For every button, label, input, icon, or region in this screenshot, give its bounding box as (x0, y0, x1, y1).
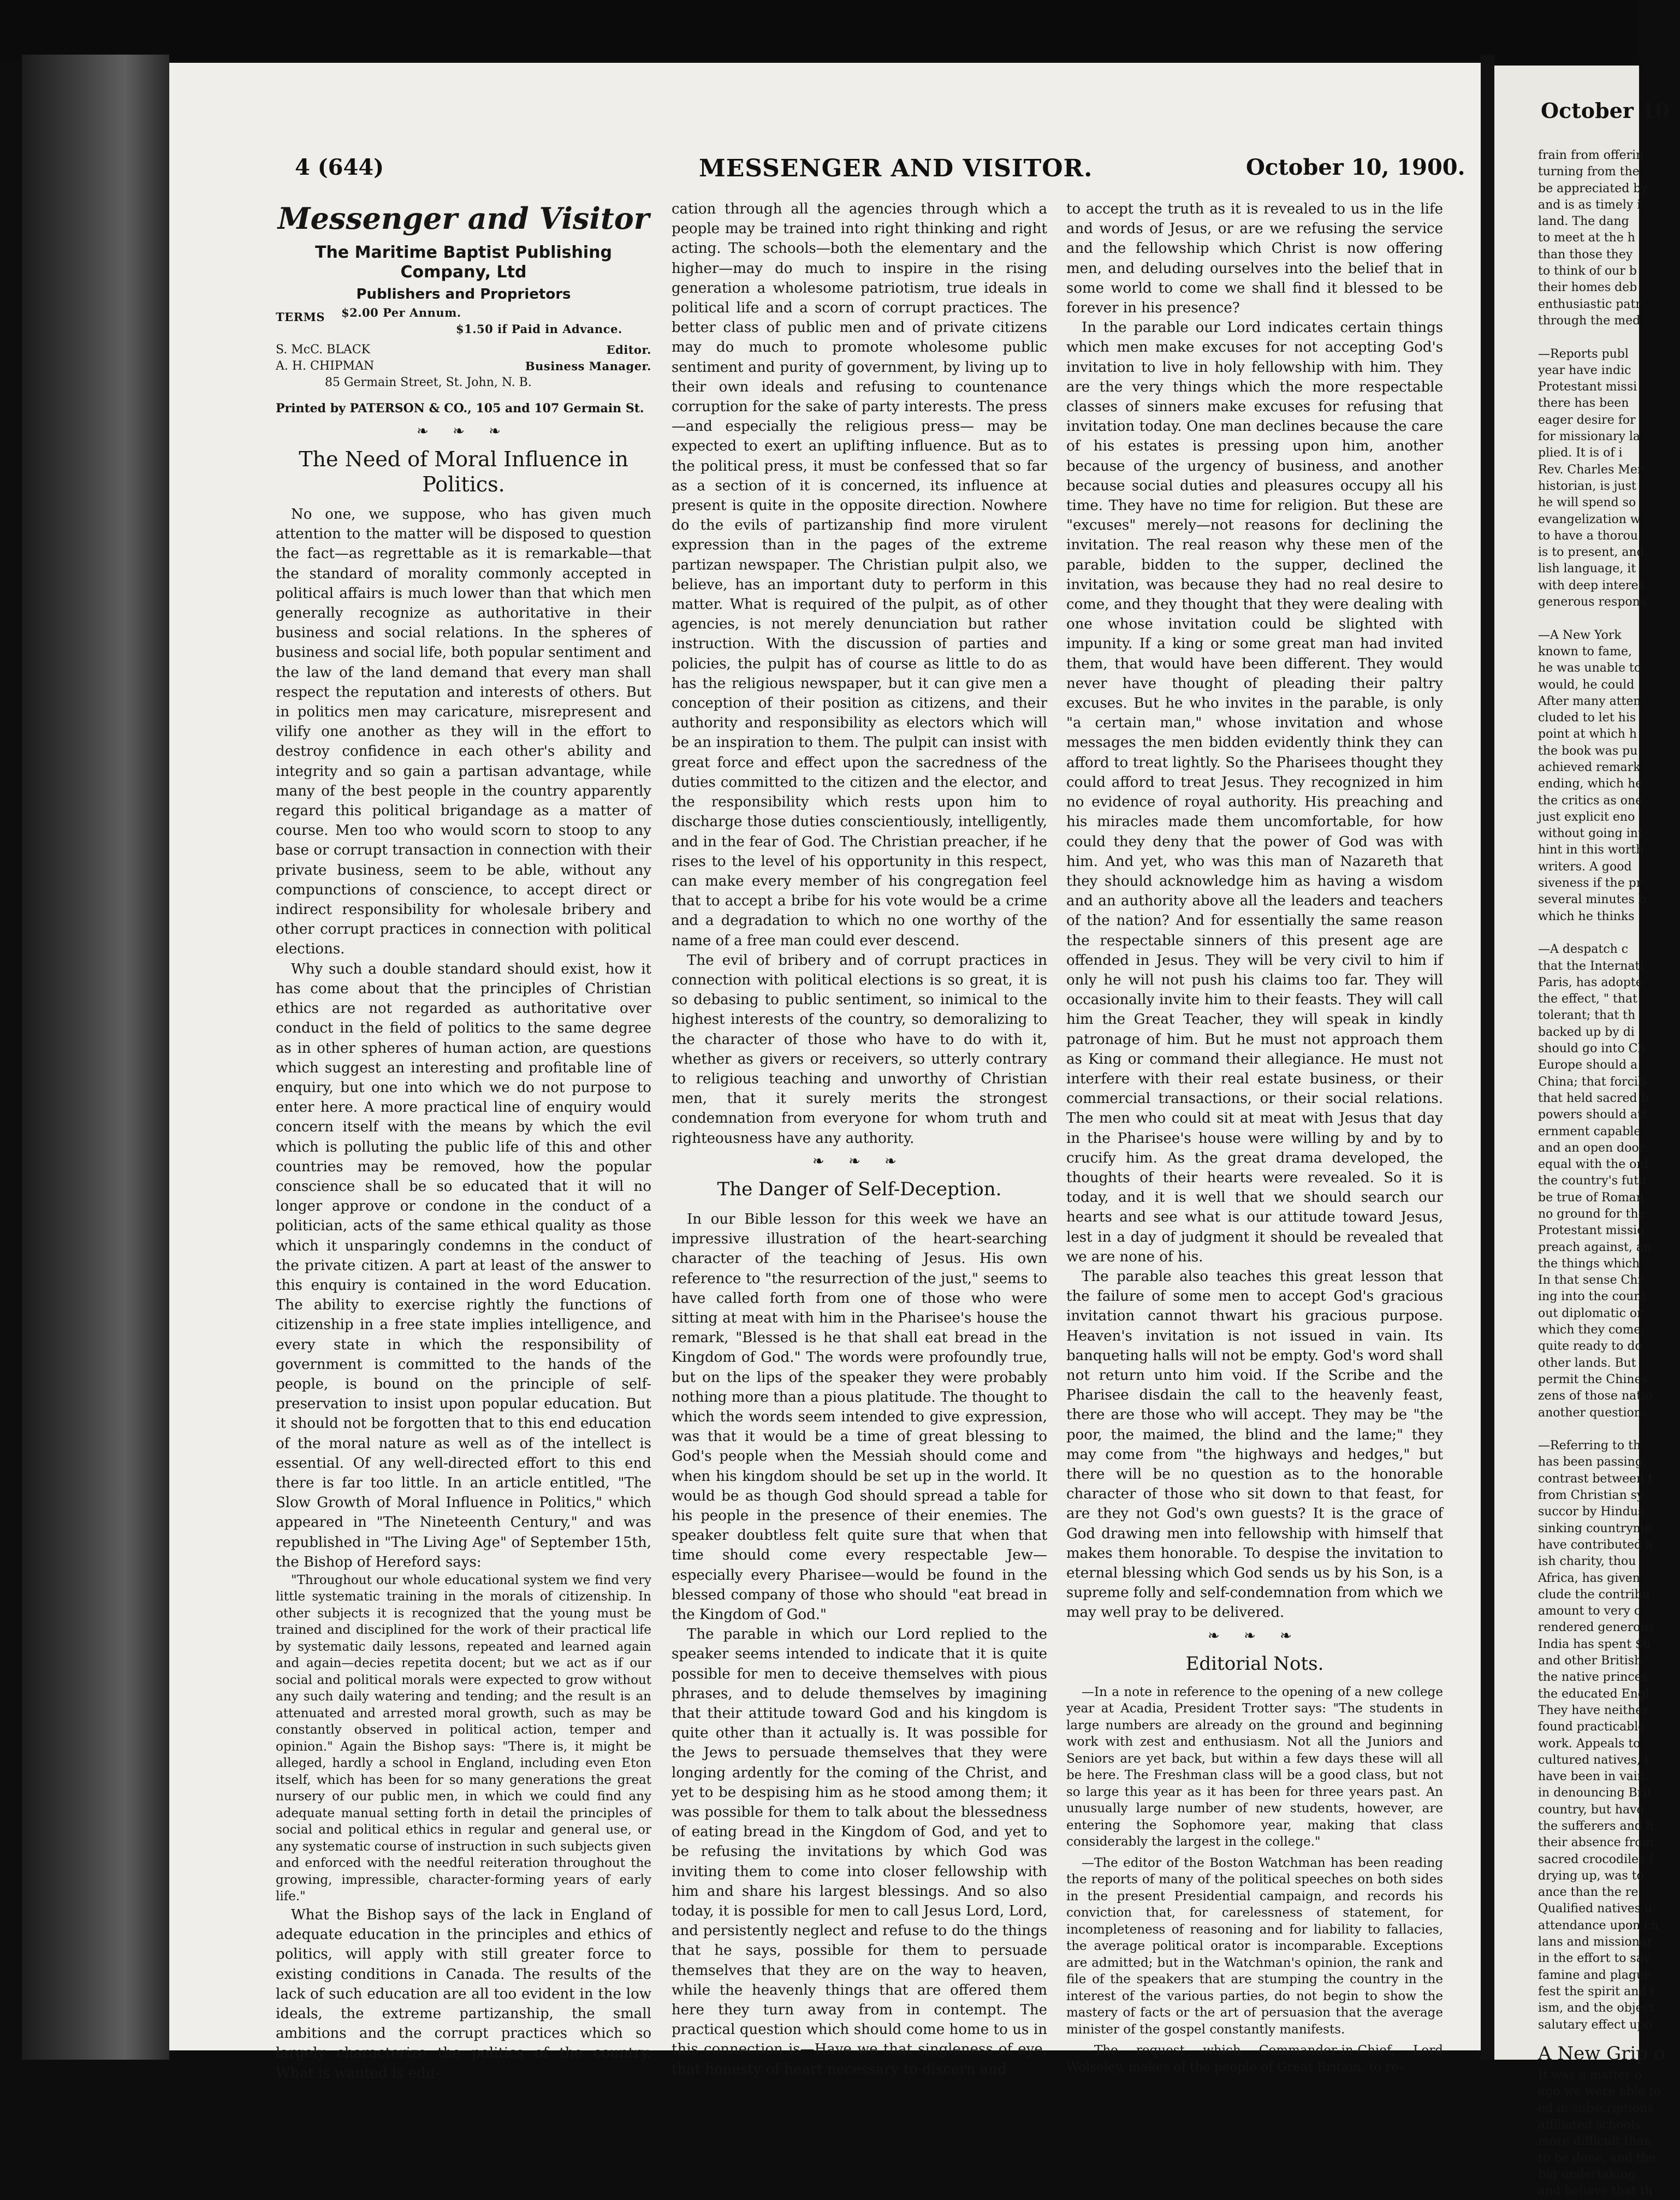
adjacent-page-line: the things which (1538, 1256, 1640, 1271)
adjacent-page-lines-2 (1538, 2067, 1680, 2199)
adjacent-page-line: lish language, it (1538, 562, 1636, 576)
editor-name: S. McC. BLACK (276, 342, 371, 357)
masthead-title: Messenger and Visitor (277, 201, 650, 236)
adjacent-page-line: Qualified natives u (1538, 1902, 1653, 1916)
adjacent-page-line: fest the spirit and t (1538, 1984, 1655, 1999)
adjacent-page-line (1538, 329, 1680, 346)
adjacent-page-line: It was a matter o (1538, 2068, 1642, 2083)
adjacent-page-line: would, he could (1538, 678, 1635, 692)
adjacent-page-line: which he thinks (1538, 909, 1635, 923)
adjacent-page-line: in the effort to sav (1538, 1952, 1651, 1966)
adjacent-page-line: Africa, has given (1538, 1571, 1640, 1585)
adjacent-page-line: the book was pu (1538, 744, 1638, 758)
proprietors-line: Publishers and Proprietors (356, 286, 571, 303)
adjacent-page-line: the country's futu (1538, 1174, 1647, 1188)
adjacent-page-line: out diplomatic or (1538, 1306, 1643, 1320)
adjacent-page-line: preach against, an (1538, 1240, 1652, 1254)
adjacent-page-line: ernment capable (1538, 1124, 1641, 1138)
adjacent-page-line: In that sense Chr (1538, 1273, 1644, 1288)
editorial-note: —The request which Commander-in-Chief, Lord Wolseley, makes of the people of Great Britain, to re- (1066, 2043, 1443, 2074)
adjacent-page-line: —Referring to th (1538, 1439, 1641, 1453)
adjacent-page-line: China; that forcib (1538, 1075, 1646, 1089)
adjacent-page-line: is to present, and (1538, 545, 1645, 560)
article-paragraph: The parable also teaches this great lesson that the failure of some men to accept God's gracious invitation cannot thwart his gracious purpose. Heaven's invitation is not issued in vain. Its banqueting halls will not be empty. God's word shall not return unto him void. If the Scribe and the Pharisee disdain the call to the heavenly feast, there are those who will accept. They may be "the poor, the maimed, the blind and the lame;" they may come from "the highways and hedges," but there will be no question as to the honorable character of those who sit down to that feast, for are they not God's own guests? It is the grace of God drawing men into fellowship with himself that makes them honorable. To despise the invitation to eternal blessing which God sends us by his Son, is a supreme folly and self-condemnation from which we may well pray to be delivered. (1066, 1268, 1443, 1621)
adjacent-page-line: known to fame, (1538, 644, 1632, 659)
editorial-note: —The editor of the Boston Watchman has been reading the reports of many of the political speeches on both sides in the present Presidential campaign, and records his conviction that, for carelessness of statement, for incompleteness of reasoning and for liability to fallacies, the average political orator is incomparable. Exceptions are admitted; but in the Watchman's opinion, the rank and file of the speakers that are stumping the country in the interest of the various parties, do not begin to show the mastery of facts or the art of persuasion that the average minister of the gospel constantly manifests. (1066, 1855, 1443, 2037)
adjacent-page-line: eager desire for (1538, 413, 1636, 427)
adjacent-page-line: have been in vain. (1538, 1770, 1649, 1784)
adjacent-page-line: sacred crocodiles f (1538, 1852, 1653, 1866)
adjacent-page-line: tolerant; that th (1538, 1009, 1636, 1023)
article-title: Editorial Nots. (1185, 1652, 1324, 1675)
paper-title: MESSENGER AND VISITOR. (699, 155, 1093, 182)
adjacent-page-line: After many atten (1538, 694, 1641, 708)
terms-row-1 (276, 305, 651, 324)
manager-role: Business Manager. (525, 359, 651, 373)
terms-row-2 (276, 321, 651, 337)
adjacent-page-line: They have neither (1538, 1703, 1648, 1717)
address-row (276, 375, 651, 391)
printer-line: Printed by PATERSON & CO., 105 and 107 Germain St. (276, 401, 644, 416)
adjacent-page-line: cultured natives, t (1538, 1753, 1649, 1767)
adjacent-page-line: generous respons (1538, 595, 1647, 609)
adjacent-page-line: found practicable (1538, 1720, 1646, 1734)
adjacent-page-line: the critics as one (1538, 793, 1643, 808)
article-paragraph: Why such a double standard should exist, how it has come about that the principles of Christian ethics are not regarded as authoritative over conduct in the field of politics to the same degree as in other spheres of human action, are questions which suggest an interesting and profitable line of enquiry, but one into which we do not purpose to enter here. A more practical line of enquiry would concern itself with the means by which the evil which is polluting the public life of this and other countries may be removed, how the popular conscience shall be so educated that it will no longer approve or condone in the conduct of a politician, acts of the same ethical quality as those which it unsparingly condemns in the conduct of the private citizen. A part at least of the answer to this enquiry is contained in the word Education. The ability to exercise rightly the functions of citizenship in a free state implies intelligence, and every state in which the responsibility of government is committed to the hands of the people, is bound on the principle of self-preservation to insist upon popular education. But it should not be forgotten that to this end education of the moral nature as well as of the intellect is essential. Of any well-directed effort to this end there is far too little. In an article entitled, "The Slow Growth of Moral Influence in Politics," which appeared in "The Nineteenth Century," and was republished in "The Living Age" of September 15th, the Bishop of Hereford says: (276, 960, 651, 1570)
adjacent-page-line: other lands. But (1538, 1356, 1636, 1370)
adjacent-page-line: evangelization w (1538, 512, 1641, 526)
adjacent-page-line: ending, which he (1538, 777, 1643, 791)
article-paragraph: No one, we suppose, who has given much attention to the matter will be disposed to question the fact—as regrettable as it is remarkable—that the standard of morality commonly accepted in political affairs is much lower than that which men generally recognize as authoritative in their business and social relations. In the spheres of business and social life, both popular sentiment and the law of the land demand that every man shall respect the reputation and interests of others. But in politics men may caricature, misrepresent and vilify one another as they will in the effort to destroy confidence in each other's ability and integrity and so gain a partisan advantage, while many of the best people in the country apparently regard this political brigandage as a matter of course. Men too who would scorn to stoop to any base or corrupt transaction in connection with their private business, seem to be able, without any compunctions of conscience, to accept direct or indirect responsibility for wholesale bribery and other corrupt practices in connection with political elections. (276, 506, 651, 958)
terms-label: TERMS (276, 310, 325, 324)
adjacent-page-line: plied. It is of i (1538, 446, 1623, 460)
adjacent-page-line: ed in subscriptions (1538, 2101, 1654, 2115)
adjacent-page-line: to meet at the h (1538, 231, 1635, 245)
article-paragraph: to accept the truth as it is revealed to us in the life and words of Jesus, or are we refusing the service and the fellowship which Christ is now offering men, and deluding ourselves into the belief that in some world to come we shall find it blessed to be forever in his presence? (1066, 201, 1443, 317)
adjacent-page-line: siveness if the pr (1538, 876, 1642, 891)
adjacent-page-line: ago we were able to (1538, 2085, 1661, 2099)
adjacent-page-line: achieved remark (1538, 760, 1641, 774)
adjacent-page-lines (1538, 147, 1680, 2033)
adjacent-page-line: for missionary la (1538, 430, 1641, 444)
adjacent-page-line: year have indic (1538, 363, 1631, 377)
adjacent-page-line: ing into the count (1538, 1290, 1647, 1304)
adjacent-page-line (1538, 610, 1680, 627)
adjacent-page-line: than those they (1538, 247, 1633, 262)
adjacent-page-line: and believe that th (1538, 2184, 1653, 2198)
adjacent-page-line: their absence from (1538, 1836, 1654, 1850)
adjacent-page-line: amount to very c (1538, 1604, 1641, 1618)
adjacent-page-line: in denouncing Brit (1538, 1786, 1652, 1800)
adjacent-page-line: Protestant missi (1538, 380, 1637, 394)
manager-row (276, 358, 651, 375)
column-1 (276, 199, 651, 2083)
block-quote: "Throughout our whole educational system we find very little systematic training in the morals of citizenship. In other subjects it is recognized that the young must be trained and disciplined for the work of their practical life by systematic daily lessons, repeated and learned again and again—decies repetita docent; but we act as if our social and political morals were expected to grow without any such daily watering and tending; and the result is an attenuated and arrested moral growth, such as may be constantly observed in political action, temper and opinion." Again the Bishop says: "There is, it might be alleged, hardly a school in England, including even Eton itself, which has been for so many generations the great nursery of our public men, in which we could find any adequate manual setting forth in detail the principles of social and political ethics in regular and general use, or any systematic course of instruction in such subjects given and enforced with the needful reiteration throughout the growing, impressible, character-forming years of early life." (276, 1573, 651, 1904)
adjacent-page-line: Paris, has adopte (1538, 975, 1643, 989)
adjacent-page-line: enthusiastic patr (1538, 297, 1641, 311)
adjacent-page-heading: A New Grip o (1538, 2042, 1665, 2065)
adjacent-page-line: lans and missionar (1538, 1935, 1653, 1949)
adjacent-page-line: point at which h (1538, 727, 1637, 742)
page-number: 4 (644) (295, 155, 384, 180)
adjacent-page-text (1538, 147, 1680, 2200)
article-title: The Need of Moral Influence in Politics. (299, 447, 628, 497)
adjacent-page-line: their homes deb (1538, 281, 1637, 295)
adjacent-page-line: work. Appeals to (1538, 1736, 1641, 1751)
adjacent-page-line: have contributed a (1538, 1538, 1653, 1552)
adjacent-page-line: he will spend so (1538, 496, 1636, 510)
adjacent-page-line: India has spent $6 (1538, 1637, 1651, 1651)
adjacent-page-line: has been passing, (1538, 1455, 1647, 1469)
adjacent-page-line: should go into Ch (1538, 1042, 1646, 1056)
issue-date: October 10, 1900. (1246, 155, 1465, 180)
adjacent-page-line: backed up by di (1538, 1025, 1635, 1039)
adjacent-page-line: the sufferers and h (1538, 1819, 1654, 1833)
address: 85 Germain Street, St. John, N. B. (325, 375, 532, 389)
adjacent-page-line: succor by Hindus (1538, 1505, 1645, 1519)
adjacent-page-line: with deep interes (1538, 578, 1645, 592)
page-gutter (1481, 55, 1494, 2060)
adjacent-page-line: permit the Chines (1538, 1372, 1648, 1386)
adjacent-page-line: to have a thorou (1538, 529, 1639, 543)
adjacent-page-line: the native princes (1538, 1670, 1648, 1685)
adjacent-page-line: another question. (1538, 1406, 1646, 1420)
article-paragraph: What the Bishop says of the lack in England of adequate education in the principles and ethics of politics, will apply with still greater force to existing conditions in Canada. The results of the lack of such education are all too evident in the low ideals, the extreme partizanship, the small ambitions and the corrupt practices which so largely characterize the politics of the country. What is wanted is edu- (276, 1906, 651, 2082)
price-annum: $2.00 Per Annum. (341, 305, 461, 319)
article-paragraph: cation through all the agencies through which a people may be trained into right thinking and right acting. The schools—both the elementary and the higher—may do much to inspire in the rising generation a wholesome patriotism, true ideals in political life and a scorn of corrupt practices. The better class of public men and of private citizens may do much to promote wholesome public sentiment and purity of government, by living up to their own ideals and refusing to countenance corruption for the sake of party interests. The press—and especially the religious press— may be expected to exert an uplifting influence. But as to the political press, it must be confessed that so far as a section of it is concerned, its influence at present is quite in the opposite direction. Nowhere do the evils of partizanship find more virulent expression than in the pages of the extreme partizan newspaper. The Christian pulpit also, we believe, has an important duty to perform in this matter. What is required of the pulpit, as of other agencies, is not merely denunciation but rather instruction. With the discussion of parties and policies, the pulpit has of course as little to do as has the religious newspaper, but it can give men a conception of their position as citizens, and their authority and responsibility as electors which will be an inspiration to them. The pulpit can insist with great force and effect upon the sacredness of the duties committed to the citizen and the elector, and the responsibility which rests upon him to discharge those duties conscientiously, intelligently, and in the fear of God. The Christian preacher, if he rises to the level of his opportunity in this respect, can make every member of his congregation feel that to accept a bribe for his vote would be a crime and a degradation to which no one worthy of the name of a free man could ever descend. (672, 201, 1047, 949)
adjacent-page-line: Rev. Charles Mer (1538, 462, 1643, 477)
adjacent-page-line: —A New York (1538, 628, 1622, 642)
article-paragraph: In the parable our Lord indicates certain things which men make excuses for not accepting God's invitation to live in holy fellowship with him. They are the very things which the more respectable classes of sinners make excuses for refusing that invitation today. One man declines because the care of his estates is pressing upon him, another because of the urgency of business, and another because social duties and pleasures occupy all his time. They have no time for religion. But these are "excuses" merely—not reasons for declining the invitation. The real reason why these men of the parable, bidden to the supper, declined the invitation, was because they had no real desire to come, and they thought that they were dealing with one whose invitation could be slighted with impunity. If a king or some great man had invited them, that would have been different. They would never have thought of pleading their paltry excuses. But he who invites in the parable, is only "a certain man," whose invitation and whose messages the men bidden evidently think they can afford to treat lightly. So the Pharisees thought they could afford to treat Jesus. They recognized in him no evidence of royal authority. His preaching and his miracles made them uncomfortable, for how could they deny that the power of God was with him. And yet, who was this man of Nazareth that they should acknowledge him as having a wisdom and an authority above all the leaders and teachers of the nation? And for essentially the same reason the respectable sinners of this present age are offended in Jesus. They will be very civil to him if only he will not push his claims too far. They will occasionally invite him to their feasts. They will call him the Great Teacher, they will speak in kindly patronage of him. But he must not approach them as King or command their allegiance. He must not interfere with their real estate business, or their commercial transactions, or their social relations. The men who could sit at meat with Jesus that day in the Pharisee's house were willing by and by to crucify him. As the great drama developed, the thoughts of their hearts were revealed. So it is today, and it is well that we should search our hearts and see what is our attitude toward Jesus, lest in a day of judgment it should be revealed that we are none of his. (1066, 319, 1443, 1265)
editor-role: Editor. (606, 342, 651, 357)
adjacent-page-line: which they come, (1538, 1323, 1645, 1337)
adjacent-page-line: from Christian sy (1538, 1489, 1644, 1503)
adjacent-page-line: cluded to let his (1538, 711, 1636, 725)
scan-border-top (0, 0, 1639, 60)
adjacent-page-line: contrast between t (1538, 1472, 1653, 1486)
ornament-divider: ❧ ❧ ❧ (1208, 1627, 1302, 1644)
adjacent-page-line: the effect, " that (1538, 992, 1637, 1006)
adjacent-page-line: equal with the onl (1538, 1158, 1648, 1172)
adjacent-page-line: sinking countryme (1538, 1521, 1652, 1535)
adjacent-page-line: ance than the re (1538, 1885, 1639, 1900)
book-binding-edge (22, 55, 169, 2060)
adjacent-page-line: to think of our b (1538, 264, 1637, 278)
adjacent-page-line: clude the contribu (1538, 1587, 1651, 1602)
adjacent-page-line: Europe should a (1538, 1058, 1638, 1072)
adjacent-page-line: he was unable to (1538, 661, 1642, 675)
adjacent-page-line: several minutes b (1538, 893, 1646, 907)
adjacent-page-line: without going int (1538, 827, 1643, 841)
adjacent-page-line: ish charity, thou (1538, 1555, 1636, 1569)
ornament-divider: ❧ ❧ ❧ (812, 1153, 906, 1170)
adjacent-page-line: just explicit eno (1538, 810, 1635, 824)
newspaper-page (169, 63, 1481, 2082)
adjacent-page-line: land. The dang (1538, 215, 1629, 229)
ornament-divider: ❧ ❧ ❧ (417, 423, 510, 440)
adjacent-page-line: writers. A good (1538, 859, 1632, 874)
adjacent-page-line: be true of Roman (1538, 1190, 1644, 1205)
adjacent-page-line: attendance upon ch (1538, 1918, 1659, 1932)
adjacent-page-line: the educated Engl (1538, 1687, 1650, 1701)
adjacent-page-line: that the Internati (1538, 959, 1644, 973)
adjacent-page-line: no ground for the (1538, 1207, 1646, 1221)
adjacent-page-line: zens of those natio (1538, 1389, 1653, 1403)
adjacent-page-line: salutary effect upo (1538, 2018, 1652, 2032)
adjacent-page-line: and an open door (1538, 1141, 1645, 1155)
adjacent-page-line: big undertaking. (1538, 2167, 1640, 2181)
adjacent-page-line: be appreciated by (1538, 181, 1648, 195)
adjacent-page-line: that held sacred b (1538, 1091, 1649, 1105)
article-title: The Danger of Self-Deception. (717, 1178, 1002, 1200)
manager-name: A. H. CHIPMAN (276, 359, 375, 373)
adjacent-page-line: ism, and the object (1538, 2001, 1654, 2015)
adjacent-page-line: to be done, and the (1538, 2151, 1657, 2165)
price-advance: $1.50 if Paid in Advance. (456, 322, 622, 336)
article-paragraph: The evil of bribery and of corrupt practices in connection with political elections is so great, it is so debasing to public sentiment, so inimical to the highest interests of the country, so demoralizing to the character of those who have to do with it, whether as givers or receivers, so utterly contrary to religious teaching and unworthy of Christian men, that it surely merits the strongest condemnation from everyone for whom truth and righteousness have any authority. (672, 952, 1047, 1147)
adjacent-page-line: powers should att (1538, 1108, 1647, 1122)
adjacent-page-line: —A despatch c (1538, 942, 1629, 957)
adjacent-page-line: affiliated schools. (1538, 2118, 1645, 2132)
adjacent-page-line: country, but have (1538, 1802, 1644, 1817)
adjacent-page-line: there has been (1538, 396, 1629, 411)
adjacent-page-line: hint in this worth (1538, 843, 1644, 857)
adjacent-page-header: October 10 (1541, 98, 1670, 123)
column-3 (1066, 199, 1443, 2076)
adjacent-page-line: drying up, was to (1538, 1869, 1644, 1883)
editorial-note: —In a note in reference to the opening of a new college year at Acadia, President Trotter says: "The students in large numbers are already on the ground and beginning work with zest and enthusiasm. Not all the Juniors and Seniors are yet back, but within a few days these will all be here. The Freshman class will be a good class, but not so large this year as it has been for three years past. An unusually large number of new students, however, are entering the Sophomore year, making that class considerably the largest in the college." (1066, 1685, 1443, 1849)
column-2 (672, 199, 1047, 2079)
adjacent-page-line: and is as timely i (1538, 198, 1641, 212)
adjacent-page-line: and other British (1538, 1654, 1642, 1668)
adjacent-page-fragment (1494, 66, 1670, 2198)
adjacent-page-line: rendered generous (1538, 1621, 1654, 1635)
adjacent-page-line: frain from offerin (1538, 149, 1644, 162)
adjacent-page-line: through the med (1538, 313, 1641, 328)
article-paragraph: The parable in which our Lord replied to the speaker seems intended to indicate that it is quite possible for men to deceive themselves with pious phrases, and to delude themselves by imagining that their attitude toward God and his kingdom is quite other than it actually is. It was possible for the Jews to persuade themselves that they were longing ardently for the coming of the Christ, and yet to be despising him as he stood among them; it was possible for them to talk about the blessedness of eating bread in the Kingdom of God, and yet to be refusing the invitations by which God was inviting them to come into closer fellowship with him and share his largest blessings. And so also today, it is possible for men to call Jesus Lord, Lord, and persistently neglect and refuse to do the things that he says, possible for them to persuade themselves that they are on the way to heaven, while the heavenly things that are offered them here they turn away from in contempt. The practical question which should come home to us in this connection is—Have we that singleness of eye, that honesty of heart necessary to discern and (672, 1626, 1047, 2078)
article-paragraph: In our Bible lesson for this week we have an impressive illustration of the heart-searching character of the teaching of Jesus. His own reference to "the resurrection of the just," seems to have called forth from one of those who were sitting at meat with him in the Pharisee's house the remark, "Blessed is he that shall eat bread in the Kingdom of God." The words were profoundly true, but on the lips of the speaker they were probably nothing more than a pious platitude. The thought to which the words seem intended to give expression, was that it would be a time of great blessing to God's people when the Messiah should come and when his kingdom should be set up in the world. It would be as though God should spread a table for his people in the presence of their enemies. The speaker doubtless felt quite sure that when that time should come every respectable Jew—especially every Pharisee—would be found in the blessed company of those who should "eat bread in the Kingdom of God." (672, 1211, 1047, 1623)
adjacent-page-line (1538, 925, 1680, 941)
editor-row (276, 342, 651, 358)
adjacent-page-line (1538, 1421, 1680, 1438)
adjacent-page-line: turning from the (1538, 165, 1640, 179)
publisher-name: The Maritime Baptist Publishing Company, Ltd (314, 243, 613, 282)
adjacent-page-line: Protestant missio (1538, 1224, 1645, 1238)
adjacent-page-line: more difficult than (1538, 2134, 1652, 2149)
adjacent-page-line: —Reports publ (1538, 347, 1629, 361)
adjacent-page-line: quite ready to do (1538, 1339, 1642, 1354)
adjacent-page-line: historian, is just (1538, 479, 1636, 493)
adjacent-page-line: famine and plague (1538, 1968, 1652, 1982)
